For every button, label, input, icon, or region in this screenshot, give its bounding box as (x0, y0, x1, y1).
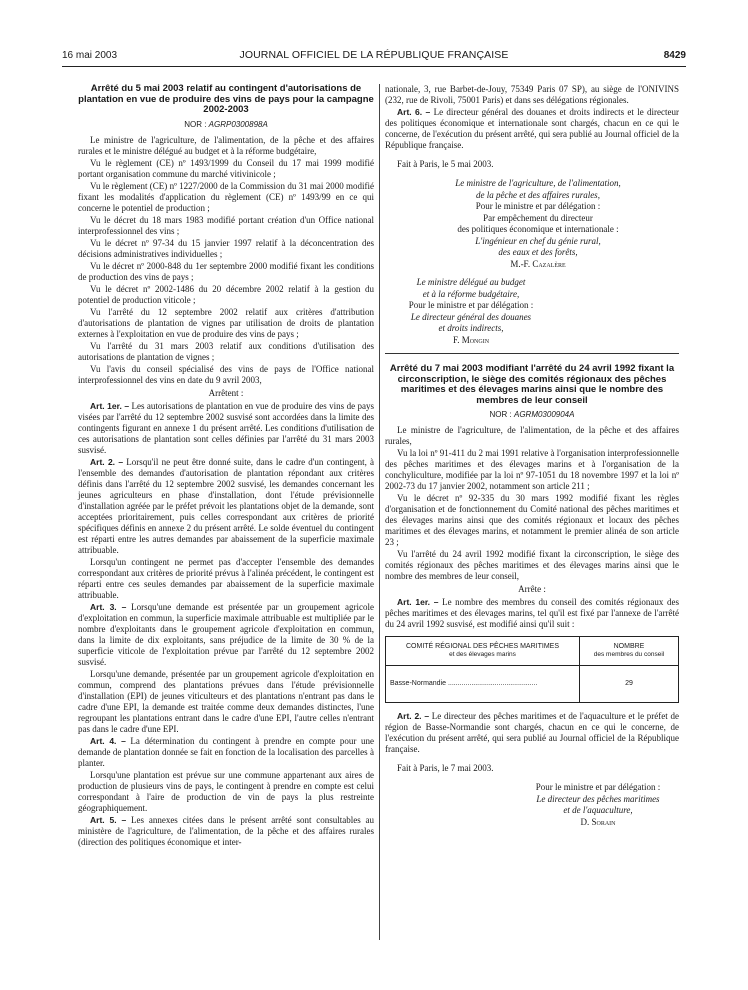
article-2b (385, 711, 679, 755)
signatory-name: F. Mongin (452, 334, 490, 345)
visa-paragraph: Vu la loi nº 91-411 du 2 mai 1991 relative à l'organisation interprofessionnelle des pêches maritimes et des élevages marins et à l'organisation de la conchyliculture, modifiée par la loi nº 97-1051 du 18 novembre 1997 et la loi nº 2002-73 du 17 janvier 2002, notamment son article 211 ; (385, 448, 679, 491)
preamble-paragraph: Le ministre de l'agriculture, de l'alimentation, de la pêche et des affaires rurales et le ministre délégué au budget et à la réforme budgétaire, (78, 134, 374, 156)
signatory-name: M.-F. Cazalère (510, 258, 566, 269)
header-journal-title: JOURNAL OFFICIEL DE LA RÉPUBLIQUE FRANÇAISE (239, 49, 509, 61)
article-text: Lorsqu'une demande est présentée par un groupement agricole d'exploitation en commun, la superficie maximale attribuable est multipliée par le nombre d'exploitants dans le groupement agricole d'exploitation en commun, dans la limite de dix exploitants, sans préjudice de la limite de 30 % de la superficie viticole de l'exploitation prévue par l'arrêté du 12 septembre 2002 susvisé. (78, 601, 374, 667)
page-header (62, 48, 686, 67)
visa-paragraph: Vu l'avis du conseil spécialisé des vins de pays de l'Office national interprofessionnel des vins en date du 9 avril 2003, (78, 363, 374, 385)
signature-block-3 (505, 782, 679, 827)
article-4 (78, 736, 374, 769)
article-label: Art. 1er. – (397, 597, 439, 607)
visa-paragraph: Vu le décret nº 92-335 du 30 mars 1992 modifié fixant les règles d'organisation et de fonctionnement du Comité national des pêches maritimes et des élevages marins ainsi que des comités régionaux et locaux des pêches maritimes et des élevages marins, et notamment le premier alinéa de son article 23 ; (385, 493, 679, 547)
article-6 (385, 107, 679, 151)
signature-line: des politiques économique et internationale : (457, 224, 619, 234)
signature-date-2: Fait à Paris, le 7 mai 2003. (397, 763, 494, 773)
nor-code: AGRP0300898A (208, 119, 268, 129)
column-header-count (580, 637, 679, 666)
table-cell-region: Basse-Normandie .............................................. (386, 666, 580, 703)
article-3-paragraph: Lorsqu'une demande, présentée par un groupement agricole d'exploitation en commun, comprend des plantations prévues dans l'étude prévisionnelle d'installation (EPI) de jeunes viticulteurs et des plantations n'entrant pas dans le cadre d'une EPI, la demande est traitée comme deux demandes distinctes, l'une regroupant les plantations entrant dans le cadre d'une EPI, l'autre celles n'entrant pas dans le cadre d'une EPI. (78, 668, 374, 734)
article-1b (385, 597, 679, 630)
arretent-heading: Arrêtent : (208, 387, 244, 398)
header-subline: et des élevages marins (449, 651, 516, 658)
column-divider (379, 84, 380, 940)
visa-paragraph: Vu le règlement (CE) nº 1493/1999 du Conseil du 17 mai 1999 modifié portant organisation commune du marché vitivinicole ; (78, 157, 374, 179)
table-row (386, 666, 679, 703)
visa-paragraph: Vu l'arrêté du 12 septembre 2002 relatif aux critères d'attribution d'autorisations de plantation de vignes par utilisation de droits de plantation externes à l'exploitation en vue de produire des vins de pays ; (78, 306, 374, 339)
signature-date-1: Fait à Paris, le 5 mai 2003. (397, 159, 494, 169)
header-subline: des membres du conseil (593, 651, 665, 658)
article-label: Art. 2. – (90, 456, 124, 467)
article-text: Le directeur général des douanes et droits indirects et le directeur des politiques économique et internationale sont chargés, chacun en ce qui le concerne, de l'exécution du présent arrêté, qui sera publié au Journal officiel de la République française. (385, 107, 679, 150)
signature-line: Le directeur général des douanes (410, 311, 532, 322)
header-line: COMITÉ RÉGIONAL DES PÊCHES MARITIMES (406, 643, 559, 650)
signature-line: de la pêche et des affaires rurales, (476, 189, 600, 200)
nor-label: NOR : (184, 119, 207, 129)
article-text: Le nombre des membres du conseil des comités régionaux des pêches maritimes et des élevages marins, tel qu'il est fixé par l'annexe de l'arrêté du 24 avril 1992 susvisé, est modifié ainsi qu'il suit : (385, 597, 679, 629)
visa-paragraph: Vu le décret nº 2000-848 du 1er septembre 2000 modifié fixant les conditions de production des vins de pays ; (78, 260, 374, 282)
signature-line: Le ministre délégué au budget (416, 277, 526, 287)
signature-line: et droits indirects, (438, 323, 504, 333)
table-header-row (386, 637, 679, 666)
article-text: Lorsqu'il ne peut être donné suite, dans le cadre d'un contingent, à l'ensemble des demandes d'autorisation de plantation répondant aux critères définis dans l'arrêté du 12 septembre 2002 susvisé, les demandes concernant les jeunes agriculteurs en phase d'installation, dont l'étude prévisionnelle d'installation agréée par le préfet prévoit les plantations objet de la demande, sont acceptées prioritairement, puis celles correspondant aux critères de priorité spécifiques définis en annexe 2 du présent arrêté. Le solde éventuel du contingent est réparti entre les autres demandes par abaissement de la superficie maximale attribuable. (78, 456, 375, 555)
article-label: Art. 5. – (90, 814, 127, 825)
article-text: Les autorisations de plantation en vue de produire des vins de pays visées par l'arrêté du 12 septembre 2002 susvisé sont accordées dans la limite des contingents figurant en annexe 1 du présent arrêté. Les conditions d'utilisation de ces autorisations de plantation sont celles définies par l'arrêté du 31 mars 2003 susvisé. (78, 400, 374, 455)
signature-line: Pour le ministre et par délégation : (535, 782, 661, 792)
article-label: Art. 4. – (90, 735, 126, 746)
header-page-number: 8429 (663, 50, 686, 61)
article-5 (78, 815, 374, 848)
signature-block-1 (385, 178, 679, 269)
visa-paragraph: Vu l'arrêté du 24 avril 1992 modifié fixant la circonscription, le siège des comités régionaux des pêches maritimes et des élevages marins ainsi que le nombre des membres de leur conseil, (385, 549, 679, 581)
header-line: NOMBRE (613, 643, 645, 650)
members-table (385, 636, 679, 703)
signature-line: Par empêchement du directeur (483, 212, 593, 223)
signature-line: Le ministre de l'agriculture, de l'alimentation, (455, 178, 621, 188)
signature-line: Le directeur des pêches maritimes (536, 793, 660, 804)
signature-line: et à la réforme budgétaire, (422, 288, 520, 299)
nor-reference-2 (385, 409, 679, 420)
section-rule (385, 353, 679, 354)
visa-paragraph: Vu le décret nº 2002-1486 du 20 décembre 2002 relatif à la gestion du potentiel de production viticole ; (78, 283, 374, 305)
signatory-name: D. Sorain (580, 816, 616, 827)
column-header-committee (386, 637, 580, 666)
article-4-paragraph: Lorsqu'une plantation est prévue sur une commune appartenant aux aires de production de plusieurs vins de pays, le contingent à prendre en compte est celui correspondant à l'aire de production de vin de pays la plus restreinte géographiquement. (78, 769, 374, 813)
article-label: Art. 1er. – (90, 400, 130, 411)
signature-line: des eaux et des forêts, (498, 247, 578, 257)
article-label: Art. 2. – (397, 711, 430, 721)
visa-paragraph: Vu l'arrêté du 31 mars 2003 relatif aux conditions d'utilisation des autorisations de plantation de vignes ; (78, 340, 374, 362)
article-text: La détermination du contingent à prendre en compte pour une demande de plantation donnée se fait en fonction de la localisation des parcelles à planter. (78, 735, 374, 768)
left-column (78, 84, 374, 849)
article-1 (78, 401, 374, 456)
signature-line: L'ingénieur en chef du génie rural, (475, 235, 601, 246)
nor-label: NOR : (489, 410, 512, 419)
signature-block-2 (385, 277, 545, 345)
nor-reference-1 (78, 119, 374, 130)
right-column (385, 84, 679, 828)
visa-paragraph: Vu le décret du 18 mars 1983 modifié portant création d'un Office national interprofessionnel des vins ; (78, 214, 374, 236)
visa-paragraph: Vu le règlement (CE) nº 1227/2000 de la Commission du 31 mai 2000 modifié fixant les modalités d'application du règlement (CE) nº 1493/99 en ce qui concerne le potentiel de production ; (78, 180, 374, 213)
nor-code: AGRM0300904A (513, 410, 575, 419)
table-cell-value: 29 (580, 666, 679, 703)
article-2 (78, 457, 374, 556)
article-label: Art. 6. – (397, 107, 431, 117)
article-label: Art. 3. – (90, 601, 127, 612)
decree-title-1: Arrêté du 5 mai 2003 relatif au contingent d'autorisations de plantation en vue de produire des vins de pays pour la campagne 2002-2003 (78, 83, 374, 115)
decree-title-2: Arrêté du 7 mai 2003 modifiant l'arrêté du 24 avril 1992 fixant la circonscription, le siège des comités régionaux des pêches maritimes et des élevages marins ainsi que le nombre des membres de leur conseil (389, 363, 675, 406)
visa-paragraph: Vu le décret nº 97-34 du 15 janvier 1997 relatif à la déconcentration des décisions administratives individuelles ; (78, 237, 374, 259)
arrete-heading: Arrête : (518, 584, 546, 594)
article-5-continuation: nationale, 3, rue Barbet-de-Jouy, 75349 Paris 07 SP), au siège de l'ONIVINS (232, rue de Rivoli, 75001 Paris) et dans ses délégations régionales. (385, 84, 679, 105)
article-3 (78, 602, 374, 668)
signature-line: Pour le ministre et par délégation : (475, 201, 601, 211)
header-date: 16 mai 2003 (62, 50, 118, 61)
signature-line: Pour le ministre et par délégation : (408, 300, 534, 310)
preamble-paragraph: Le ministre de l'agriculture, de l'alimentation, de la pêche et des affaires rurales, (385, 425, 679, 446)
article-text: Les annexes citées dans le présent arrêté sont consultables au ministère de l'agriculture, de l'alimentation, de la pêche et des affaires rurales (direction des politiques économique et inter- (78, 814, 375, 847)
article-text: Le directeur des pêches maritimes et de l'aquaculture et le préfet de région de Basse-Normandie sont chargés, chacun en ce qui le concerne, de l'exécution du présent arrêté, qui sera publié au Journal officiel de la République française. (385, 711, 679, 754)
article-2-paragraph: Lorsqu'un contingent ne permet pas d'accepter l'ensemble des demandes correspondant aux critères de priorité prévus à l'alinéa précédent, le contingent est réparti entre ces seules demandes par abaissement de la superficie maximale attribuable. (78, 556, 374, 600)
signature-line: et de l'aquaculture, (563, 805, 633, 815)
